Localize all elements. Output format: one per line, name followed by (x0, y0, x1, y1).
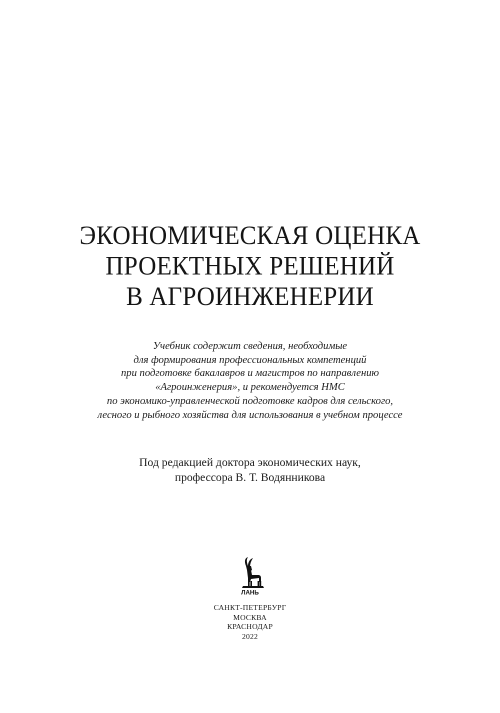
description-line: при подготовке бакалавров и магистров по направлению (121, 368, 379, 380)
book-description (0, 340, 500, 422)
book-title-line: ЭКОНОМИЧЕСКАЯ ОЦЕНКА (79, 221, 421, 251)
description-line: Учебник содержит сведения, необходимые (152, 341, 348, 352)
imprint-year: 2022 (242, 631, 258, 641)
editor-line: профессора В. Т. Водянникова (174, 471, 326, 484)
book-title (0, 221, 500, 312)
publisher-imprint (0, 603, 500, 641)
book-title-line: ПРОЕКТНЫХ РЕШЕНИЙ (105, 252, 395, 281)
description-line: для формирования профессиональных компетенций (133, 354, 367, 366)
description-line: по экономико-управленческой подготовке кадров для сельского, (106, 395, 394, 407)
logo-text: ЛАНЬ (241, 589, 259, 595)
description-line: лесного и рыбного хозяйства для использования в учебном процессе (97, 409, 403, 421)
book-title-line: В АГРОИНЖЕНЕРИИ (126, 282, 374, 312)
editor-credit (0, 455, 500, 485)
imprint-city: МОСКВА (233, 612, 267, 622)
goat-logo-icon (233, 557, 267, 595)
imprint-city: КРАСНОДАР (227, 622, 273, 632)
description-line: «Агроинженерия», и рекомендуется НМС (155, 382, 345, 394)
imprint-city: САНКТ-ПЕТЕРБУРГ (213, 603, 287, 612)
editor-line: Под редакцией доктора экономических наук, (139, 456, 361, 469)
